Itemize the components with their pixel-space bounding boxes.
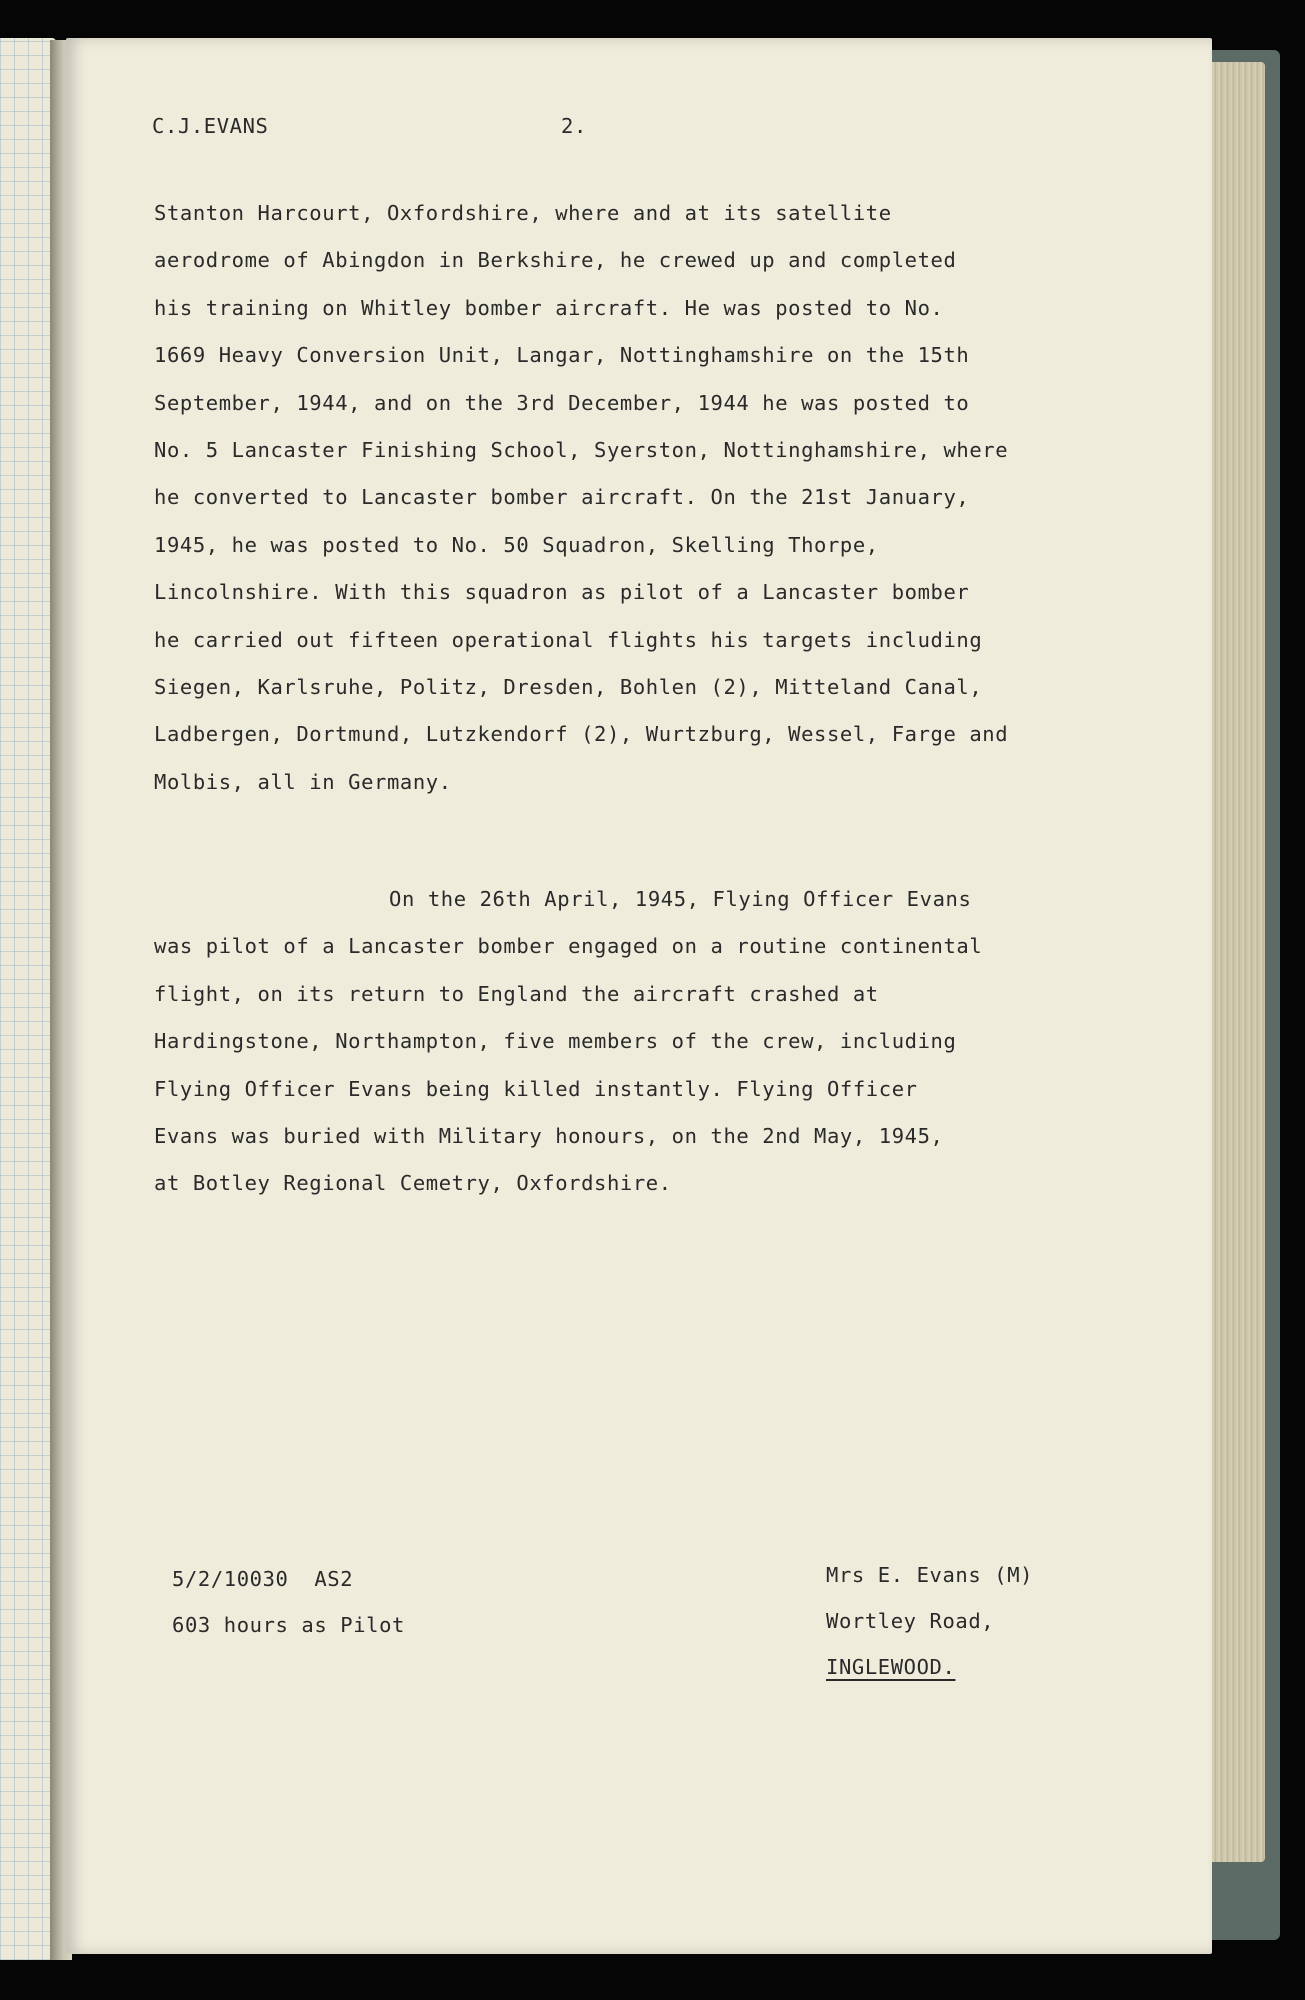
text-line: Evans was buried with Military honours, on the 2nd May, 1945, xyxy=(154,1123,944,1148)
paragraph-1 xyxy=(154,190,1154,806)
text-line: 1945, he was posted to No. 50 Squadron, Skelling Thorpe, xyxy=(154,532,879,557)
text-line: aerodrome of Abingdon in Berkshire, he crewed up and completed xyxy=(154,248,957,273)
text-line: Flying Officer Evans being killed instantly. Flying Officer xyxy=(154,1076,918,1101)
page-stack-edges xyxy=(1205,62,1265,1862)
text-line: he converted to Lancaster bomber aircraft. On the 21st January, xyxy=(154,485,970,510)
paragraph-2 xyxy=(154,876,1154,1208)
text-line: Lincolnshire. With this squadron as pilot of a Lancaster bomber xyxy=(154,580,970,605)
text-line: he carried out fifteen operational flights his targets including xyxy=(154,627,983,652)
address-street: Wortley Road, xyxy=(826,1609,995,1633)
pilot-hours: 603 hours as Pilot xyxy=(172,1613,405,1637)
text-line: at Botley Regional Cemetry, Oxfordshire. xyxy=(154,1171,672,1196)
header-name: C.J.EVANS xyxy=(152,114,269,138)
next-of-kin-name: Mrs E. Evans (M) xyxy=(826,1563,1034,1587)
text-line: his training on Whitley bomber aircraft. He was posted to No. xyxy=(154,295,944,320)
footer-address-block xyxy=(826,1552,1033,1690)
text-line: Stanton Harcourt, Oxfordshire, where and at its satellite xyxy=(154,201,892,225)
footer-reference-block xyxy=(172,1556,405,1648)
text-line: No. 5 Lancaster Finishing School, Syerston, Nottinghamshire, where xyxy=(154,437,1009,462)
reference-number: 5/2/10030 AS2 xyxy=(172,1567,354,1591)
text-line: Ladbergen, Dortmund, Lutzkendorf (2), Wurtzburg, Wessel, Farge and xyxy=(154,722,1009,747)
text-line: was pilot of a Lancaster bomber engaged on a routine continental xyxy=(154,934,983,959)
text-line: Siegen, Karlsruhe, Politz, Dresden, Bohlen (2), Mitteland Canal, xyxy=(154,674,983,699)
text-line: 1669 Heavy Conversion Unit, Langar, Nottinghamshire on the 15th xyxy=(154,343,970,368)
page-number: 2. xyxy=(561,114,587,138)
text-line: On the 26th April, 1945, Flying Officer Evans xyxy=(389,887,972,911)
address-town: INGLEWOOD. xyxy=(826,1655,956,1679)
text-line: flight, on its return to England the aircraft crashed at xyxy=(154,981,879,1006)
text-line: Hardingstone, Northampton, five members of the crew, including xyxy=(154,1029,957,1054)
document-page xyxy=(66,38,1212,1954)
text-line: Molbis, all in Germany. xyxy=(154,769,452,794)
facing-graph-paper-page xyxy=(0,38,56,1960)
text-line: September, 1944, and on the 3rd December, 1944 he was posted to xyxy=(154,390,970,415)
